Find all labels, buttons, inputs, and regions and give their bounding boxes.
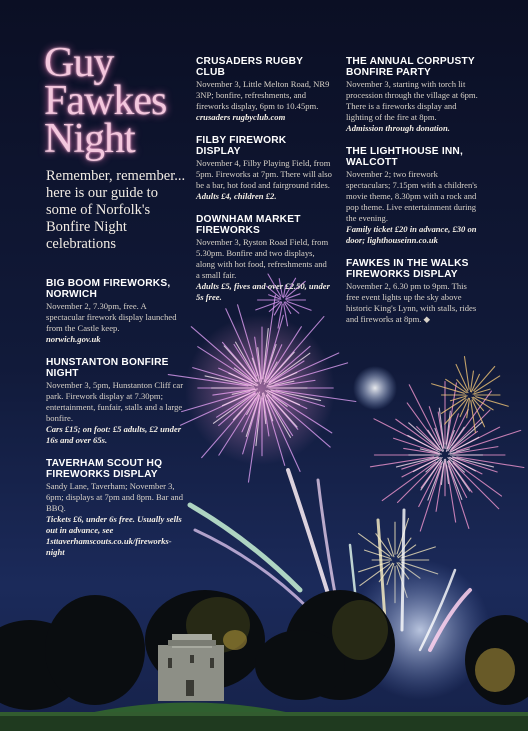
event-name: FILBY FIREWORK DISPLAY	[196, 135, 287, 157]
event-name: THE LIGHTHOUSE INN, WALCOTT	[346, 146, 463, 168]
event-entry	[196, 214, 332, 303]
event-entry	[46, 458, 186, 558]
event-details: November 3, Little Melton Road, NR9 3NP; bonfire, refreshments, and fireworks display, 6pm to 10.45pm.	[196, 79, 330, 111]
event-name: BIG BOOM FIREWORKS, NORWICH	[46, 278, 171, 300]
event-details: November 2; two firework spectaculars; 7.15pm with a children's movie theme, 8.30pm with a rock and pop theme. Live entertainment during the evening.	[346, 169, 478, 223]
event-details: Sandy Lane, Taverham; November 3, 6pm; displays at 7pm and 8pm. Bar and BBQ.	[46, 481, 184, 513]
event-details: November 3, Ryston Road Field, from 5.30pm. Bonfire and two displays, along with hot food, refreshments and a small fair.	[196, 237, 329, 280]
event-note: Admission through donation.	[346, 123, 450, 133]
event-details: November 2, 7.30pm, free. A spectacular firework display launched from the Castle keep.	[46, 301, 177, 333]
event-note: Adults £4, children £2.	[196, 191, 277, 201]
events-column-left	[46, 278, 186, 570]
title-line: Fawkes	[44, 78, 167, 124]
event-note: Family ticket £20 in advance, £30 on door; lighthouseinn.co.uk	[346, 224, 477, 245]
event-details: November 4, Filby Playing Field, from 5pm. Fireworks at 7pm. There will also be a bar, hot food and fairground rides.	[196, 158, 332, 190]
event-entry	[46, 357, 186, 446]
title-line: Night	[44, 116, 135, 162]
title-line: Guy	[44, 40, 114, 86]
event-entry	[346, 258, 480, 325]
event-note: Tickets £6, under 6s free. Usually sells out in advance, see 1sttaverhamscouts.co.uk/fireworks-night	[46, 514, 182, 557]
event-entry	[196, 56, 332, 123]
events-column-middle	[196, 56, 332, 315]
event-note: Cars £15; on foot: £5 adults, £2 under 16s and over 65s.	[46, 424, 182, 445]
event-name: HUNSTANTON BONFIRE NIGHT	[46, 357, 169, 379]
event-name: THE ANNUAL CORPUSTY BONFIRE PARTY	[346, 56, 475, 78]
event-entry	[196, 135, 332, 202]
event-note: Adults £5, fives and over £2.50, under 5s free.	[196, 281, 330, 302]
event-name: TAVERHAM SCOUT HQ FIREWORKS DISPLAY	[46, 458, 163, 480]
event-note: crusaders rugbyclub.com	[196, 112, 286, 122]
page-title	[44, 40, 174, 162]
event-entry	[346, 146, 480, 246]
event-entry	[346, 56, 480, 134]
intro-text: Remember, remember... here is our guide to some of Norfolk's Bonfire Night celebrations	[46, 168, 186, 252]
event-details: November 2, 6.30 pm to 9pm. This free event lights up the sky above historic King's Lynn, with stalls, rides and fireworks at 8pm. ◆	[346, 281, 477, 324]
events-column-right	[346, 56, 480, 337]
event-name: FAWKES IN THE WALKS FIREWORKS DISPLAY	[346, 258, 469, 280]
event-details: November 3, starting with torch lit procession through the village at 6pm. There is a fireworks display and lighting of the fire at 8pm.	[346, 79, 478, 122]
event-details: November 3, 5pm, Hunstanton Cliff car park. Firework display at 7.30pm; entertainment, funfair, stalls and a large bonfire.	[46, 380, 184, 423]
event-name: DOWNHAM MARKET FIREWORKS	[196, 214, 301, 236]
event-note: norwich.gov.uk	[46, 334, 101, 344]
event-entry	[46, 278, 186, 345]
event-name: CRUSADERS RUGBY CLUB	[196, 56, 303, 78]
